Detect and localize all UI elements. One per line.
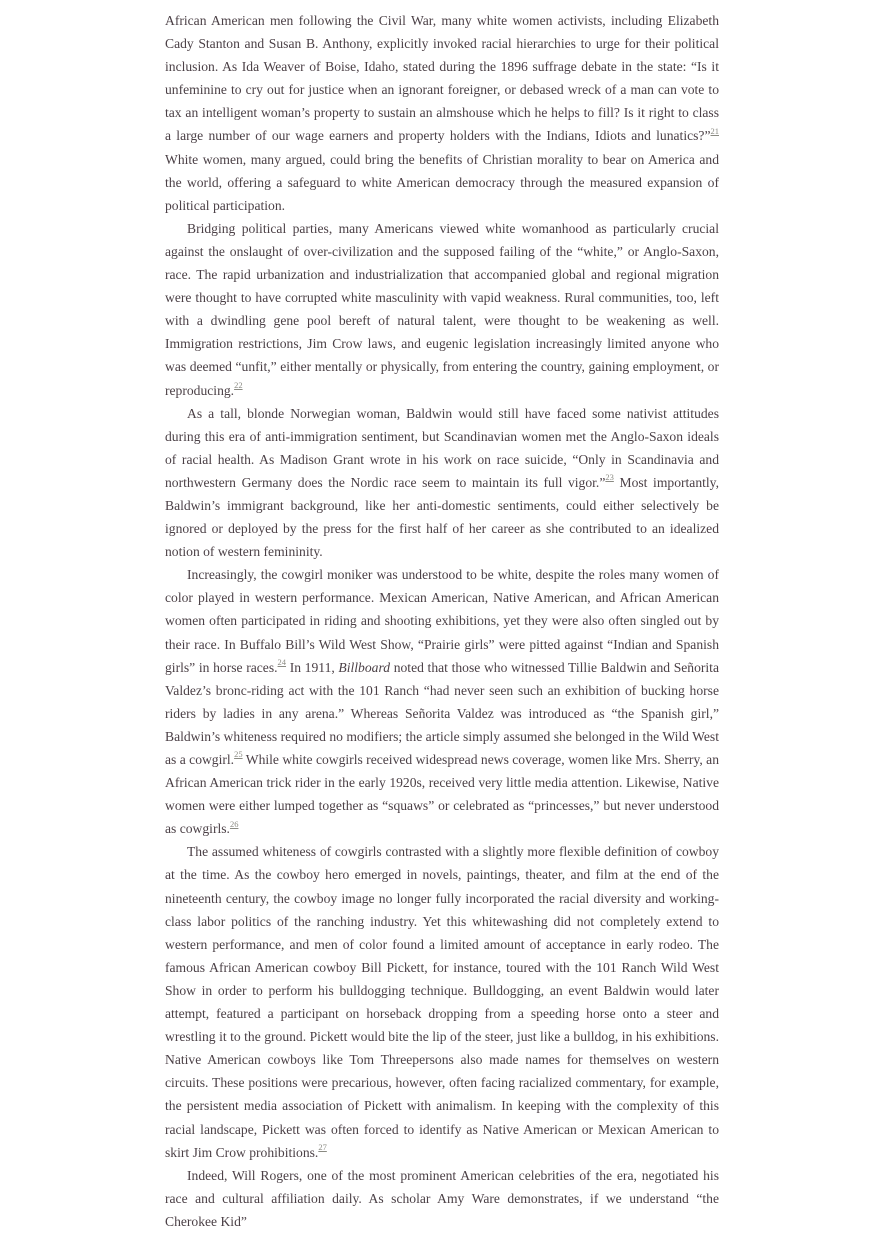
body-text: As a tall, blonde Norwegian woman, Baldwin would still have faced some nativist attitudes during this era of anti-immigration sentiment, but Scandinavian women met the Anglo-Saxon ideals of racial health. As Madison Grant wrote in his work on race suicide, “Only in Scandinavia and northwestern Germany does the Nordic race seem to maintain its full vigor.” [165,405,719,490]
footnote-link[interactable]: 23 [605,472,614,483]
body-text: White women, many argued, could bring the benefits of Christian morality to bear on America and the world, offering a safeguard to white American democracy through the measured expansion of political participation. [165,151,719,213]
body-text: African American men following the Civil War, many white women activists, including Elizabeth Cady Stanton and Susan B. Anthony, explicitly invoked racial hierarchies to urge for their political inclusion. As Ida Weaver of Boise, Idaho, stated during the 1896 suffrage debate in the state: “Is it unfeminine to cry out for justice when an ignorant foreigner, or debased wreck of a man can vote to tax an intelligent woman’s property to sustain an almshouse which he helps to fill? Is it right to class a large number of our wage earners and property holders with the Indians, Idiots and lunatics?” [165,13,719,144]
body-text: Most importantly, Baldwin’s immigrant background, like her anti-domestic sentiments, could either selectively be ignored or deployed by the press for the first half of her career as she contributed to an idealized notion of western femininity. [165,474,719,560]
footnote-link[interactable]: 24 [277,657,287,668]
paragraph [165,1164,719,1233]
body-text: While white cowgirls received widespread news coverage, women like Mrs. Sherry, an African American trick rider in the early 1920s, received very little media attention. Likewise, Native women were either lumped together as “squaws” or celebrated as “princesses,” but never understood as cowgirls. [165,752,719,837]
body-text: Bridging political parties, many Americans viewed white womanhood as particularly crucial against the onslaught of over-civilization and the supposed failing of the “white,” or Anglo-Saxon, race. The rapid urbanization and industrialization that accompanied global and regional migration were thought to have corrupted white masculinity with vapid weakness. Rural communities, too, left with a dwindling gene pool bereft of natural talent, were thought to be weakening as well. Immigration restrictions, Jim Crow laws, and eugenic legislation increasingly limited anyone who was deemed “unfit,” either mentally or physically, from entering the country, gaining employment, or reproducing. [165,220,719,398]
footnote-superscript [234,380,243,390]
footnote-link[interactable]: 21 [710,125,719,136]
footnote-link[interactable]: 22 [234,379,243,390]
footnote-link[interactable]: 27 [318,1142,327,1153]
footnote-superscript [234,749,243,759]
paragraph [165,840,719,1163]
body-text: In 1911, [286,659,339,675]
paragraph [165,217,719,402]
footnote-superscript [605,472,614,482]
paragraph [165,563,719,840]
body-text: noted that those who witnessed Tillie Baldwin and Señorita Valdez’s bronc-riding act with the 101 Ranch “had never seen such an exhibition of bucking horse riders by ladies in any arena.” Whereas Señorita Valdez was introduced as “the Spanish girl,” Baldwin’s whiteness required no modifiers; the article simply assumed she belonged in the Wild West as a cowgirl. [165,659,719,767]
body-text: The assumed whiteness of cowgirls contrasted with a slightly more flexible definition of cowboy at the time. As the cowboy hero emerged in novels, paintings, theater, and film at the end of the nineteenth century, the cowboy image no longer fully incorporated the racial diversity and working-class labor politics of the ranching industry. Yet this whitewashing did not completely extend to western performance, and men of color found a limited amount of acceptance in early rodeo. The famous African American cowboy Bill Pickett, for instance, toured with the 101 Ranch Wild West Show in order to perform his bulldogging technique. Bulldogging, an event Baldwin would later attempt, featured a participant on horseback dropping from a speeding horse onto a steer and wrestling it to the ground. Pickett would bite the lip of the steer, just like a bulldog, in his exhibitions. Native American cowboys like Tom Threepersons also made names for themselves on western circuits. These positions were precarious, however, often facing racialized commentary, for example, the persistent media association of Pickett with animalism. In keeping with the complexity of this racial landscape, Pickett was often forced to identify as Native American or Mexican American to skirt Jim Crow prohibitions. [165,844,719,1160]
body-text-column [165,9,719,1233]
footnote-link[interactable]: 26 [229,818,239,829]
body-text: Increasingly, the cowgirl moniker was understood to be white, despite the roles many women of color played in western performance. Mexican American, Native American, and African American women often participated in riding and shooting exhibitions, yet they were also often singled out by their race. In Buffalo Bill’s Wild West Show, “Prairie girls” were pitted against “Indian and Spanish girls” in horse races. [165,567,719,675]
italic-work-title: Billboard [338,659,391,675]
body-text: Indeed, Will Rogers, one of the most prominent American celebrities of the era, negotiated his race and cultural affiliation daily. As scholar Amy Ware demonstrates, if we understand “the Cherokee Kid” [165,1167,719,1229]
footnote-superscript [318,1142,327,1152]
footnote-superscript [230,819,239,829]
paragraph [165,9,719,217]
footnote-superscript [711,126,720,136]
footnote-superscript [278,657,287,667]
paragraph [165,402,719,564]
footnote-link[interactable]: 25 [234,749,243,760]
